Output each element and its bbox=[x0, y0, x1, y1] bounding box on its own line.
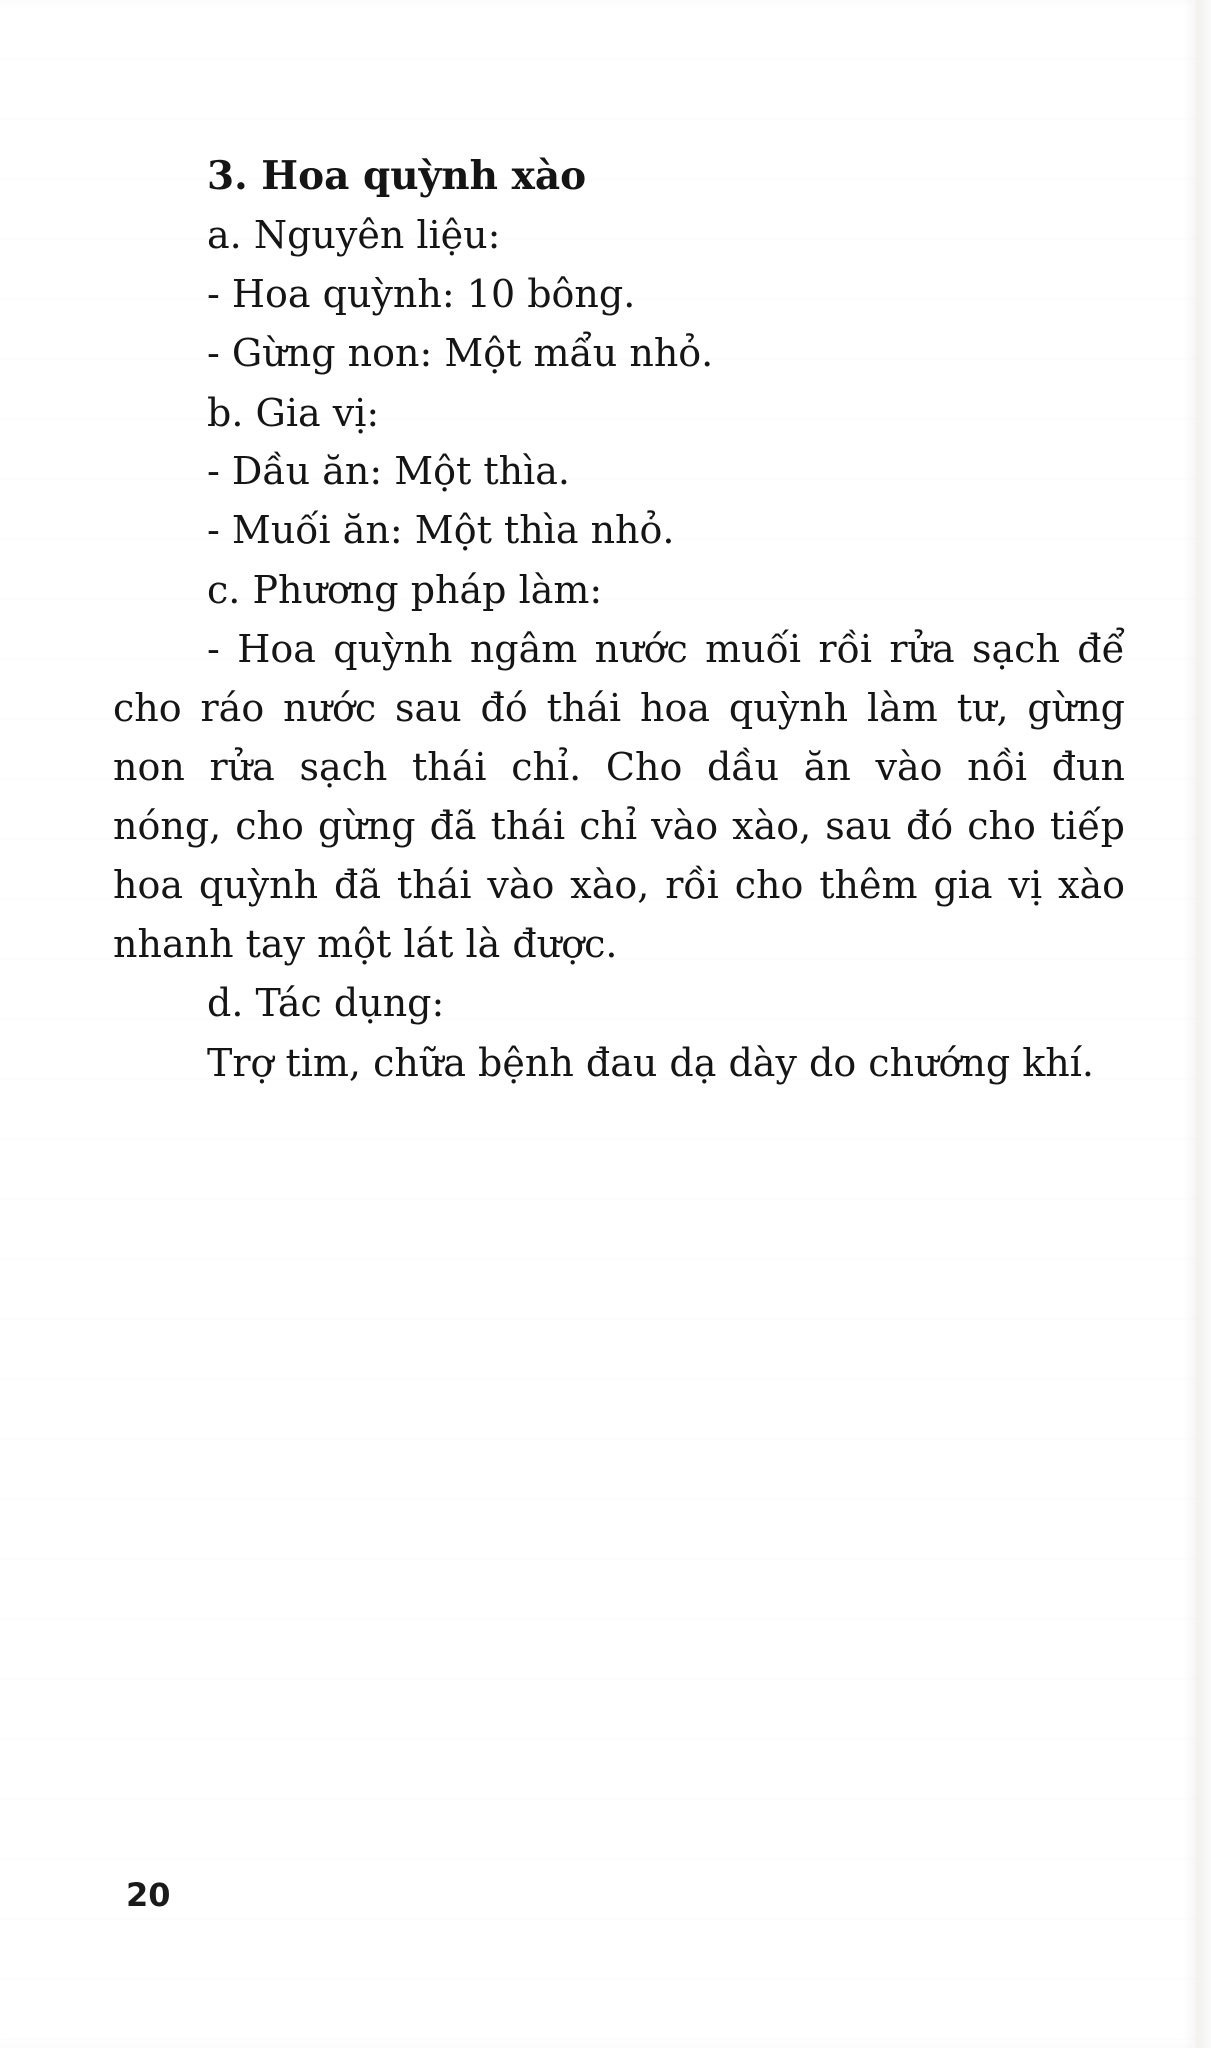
page-number: 20 bbox=[126, 1876, 171, 1914]
spice-item: - Dầu ăn: Một thìa. bbox=[207, 449, 571, 493]
method-line: non rửa sạch thái chỉ. Cho dầu ăn vào nồi đun bbox=[113, 745, 1125, 789]
effect-label: d. Tác dụng: bbox=[207, 981, 445, 1025]
ingredients-label: a. Nguyên liệu: bbox=[207, 213, 501, 257]
ingredient-item: - Hoa quỳnh: 10 bông. bbox=[207, 272, 636, 316]
ingredient-item: - Gừng non: Một mẩu nhỏ. bbox=[207, 331, 714, 375]
method-line: - Hoa quỳnh ngâm nước muối rồi rửa sạch để bbox=[207, 627, 1125, 671]
method-label: c. Phương pháp làm: bbox=[207, 568, 603, 612]
method-line: nhanh tay một lát là được. bbox=[113, 922, 618, 966]
page-edge bbox=[1196, 0, 1211, 2048]
effect-text: Trợ tim, chữa bệnh đau dạ dày do chướng khí. bbox=[207, 1041, 1095, 1085]
spice-item: - Muối ăn: Một thìa nhỏ. bbox=[207, 508, 675, 552]
method-line: cho ráo nước sau đó thái hoa quỳnh làm tư, gừng bbox=[113, 686, 1125, 730]
section-heading: 3. Hoa quỳnh xào bbox=[207, 153, 587, 199]
method-line: hoa quỳnh đã thái vào xào, rồi cho thêm gia vị xào bbox=[113, 863, 1125, 907]
spices-label: b. Gia vị: bbox=[207, 391, 380, 435]
method-line: nóng, cho gừng đã thái chỉ vào xào, sau đó cho tiếp bbox=[113, 804, 1125, 848]
